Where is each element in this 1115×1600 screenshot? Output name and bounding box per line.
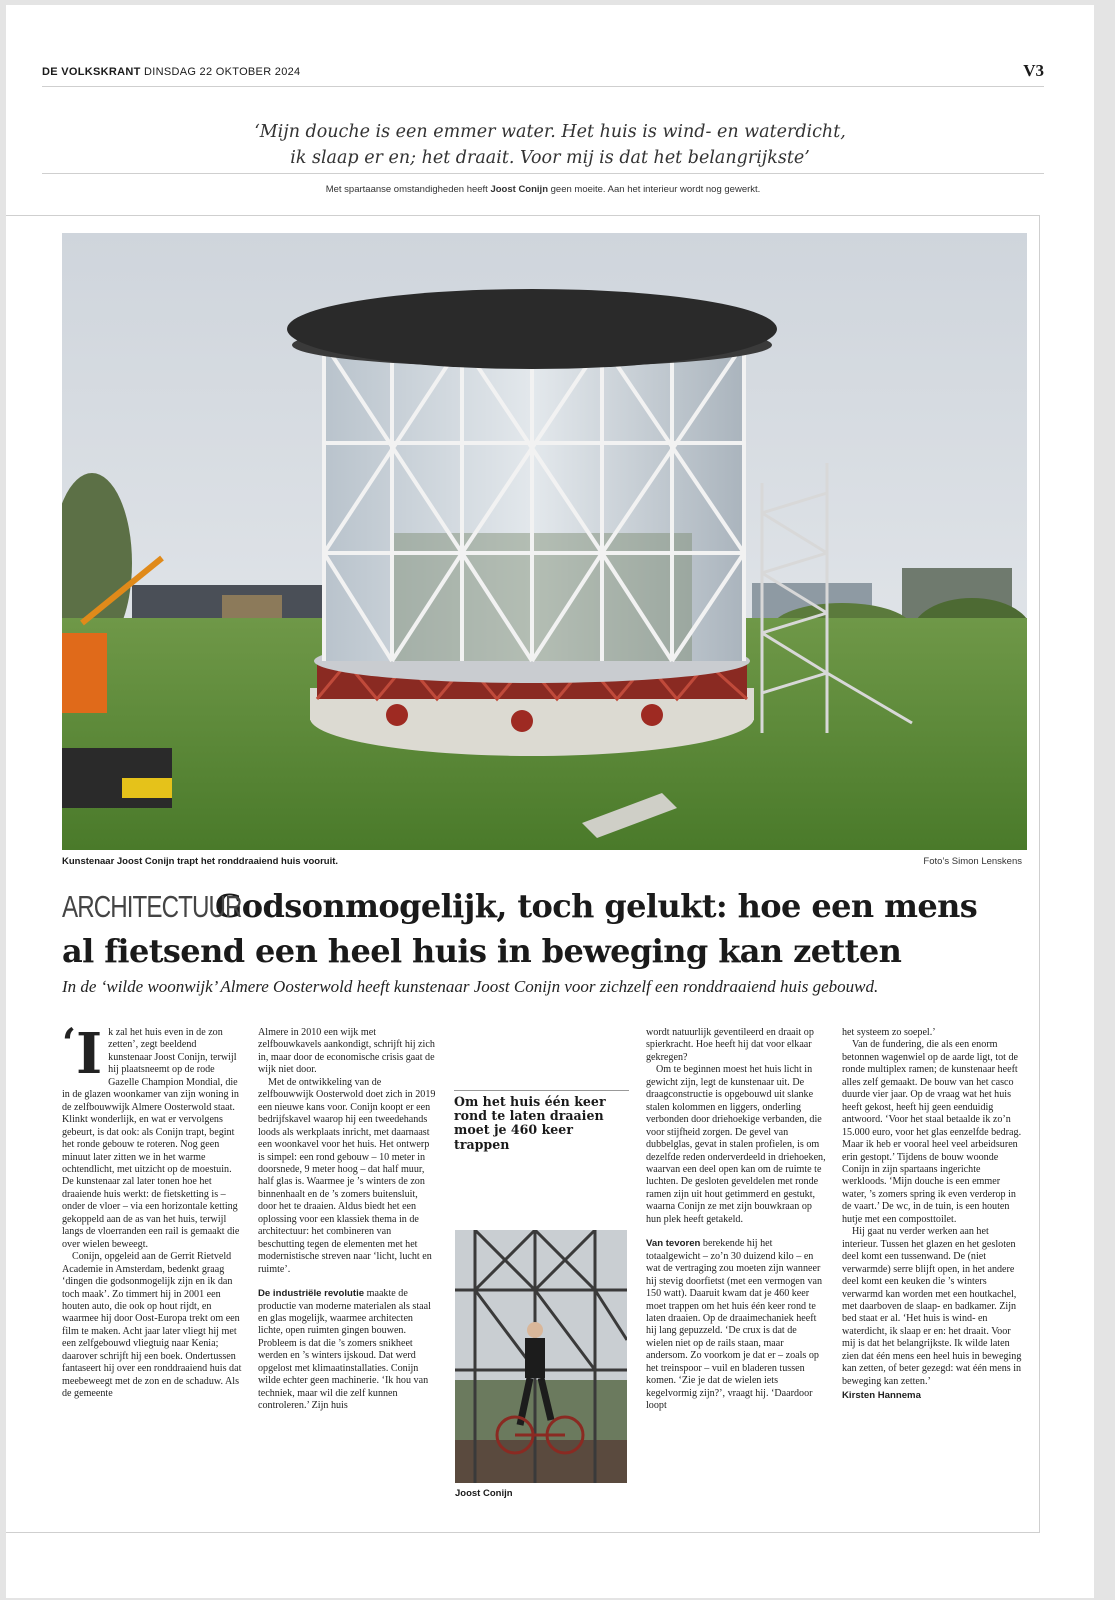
secondary-photo (455, 1230, 627, 1483)
article-paragraph: ‘I k zal het huis even in de zon zetten’, zegt beeldend kunstenaar Joost Conijn, terwijl hij plaatsneemt op de rode Gazelle Champion Mondial, die in de glazen woonkamer van zijn woning in de zelfbouwwijk Almere Oosterwold staat. Klinkt wonderlijk, en wat er vervolgens gebeurt, is dat ook: als Conijn trapt, begint het ronde gebouw te roteren. Nog geen minuut later zitten we in het warme ochtendlicht, met uitzicht op de moestuin. De kunstenaar zal later tonen hoe het draaiende huis werkt: de fietsketting is – onder de vloer – via een horizontale ketting gekoppeld aan de as van het huis, terwijl langs de vloerranden een rail is gemaakt die over wielen beweegt. (62, 1020, 240, 1250)
article-paragraph: De industriële revolutie maakte de productie van moderne materialen als staal en glas mogelijk, waarmee architecten lichte, open ruimten gingen bouwen. Probleem is dat die ’s zomers snikheet werden en ’s winters ijskoud. Dat werd opgelost met klimaatinstallaties. Conijn wilde echter geen machinerie. ‘Ik hou van techniek, maar wil die zelf kunnen controleren.’ Zijn huis (258, 1288, 431, 1412)
article-paragraph: Conijn, opgeleid aan de Gerrit Rietveld Academie in Amsterdam, bedenkt graag ‘dingen die godsonmogelijk zijn en ik dan toch maak’. Zo timmert hij in 2001 een houten auto, die ook op hout rijdt, en waarmee hij door Oost-Europa trekt om een film te maken. Acht jaar later vliegt hij met een zelfgebouwd vliegtuig naar Kenia; daarover schrijft hij een boek. Ondertussen fantaseert hij over een ronddraaiend huis dat meebeweegt met de zon en de schaduw. Als de gemeente (62, 1251, 242, 1400)
issue-date: DINSDAG 22 OKTOBER 2024 (143, 66, 301, 78)
headline-line-2: al fietsend een heel huis in beweging kan zetten (62, 932, 902, 970)
newspaper-name: DE VOLKSKRANT (42, 66, 141, 78)
quote-line-2: ik slaap er en; het draait. Voor mij is dat het belangrijkste’ (290, 148, 810, 168)
drop-cap: ‘I (62, 1020, 103, 1087)
article-paragraph: wordt natuurlijk geventileerd en draait op spierkracht. Hoe heeft hij dat voor elkaar gekregen? (646, 1027, 814, 1063)
article-paragraph: Om te beginnen moest het huis licht in gewicht zijn, legt de kunstenaar uit. De draagconstructie is opgebouwd uit slanke stalen kolommen en liggers, onderling verbonden door driehoekige verbanden, die voor stijfheid zorgen. De gevel van dubbelglas, gevat in stalen profielen, is om dezelfde reden onderverdeeld in driehoeken, waarvan een deel open kan om de ruimte te luchten. De gesloten geveldelen met ronde ramen zijn uit hout getimmerd en gestukt, waarna Conijn ze met zijn bouwkraan op hun plek heeft getakeld. (646, 1064, 826, 1225)
quote-caption-name: Joost Conijn (490, 184, 548, 195)
pull-quote: Om het huis één keer rond te laten draaien moet je 460 keer trappen (454, 1090, 629, 1152)
article-paragraph: Almere in 2010 een wijk met zelfbouwkavels aankondigt, schrijft hij zich in, maar door de economische crisis gaat de wijk niet door. (258, 1027, 435, 1076)
article-paragraph: Met de ontwikkeling van de zelfbouwwijk Oosterwold doet zich in 2019 een nieuwe kans voor. Conijn koopt er een bedrijfskavel waarop hij een tweedehands loods als werkplaats inricht, met daarnaast een woonkavel voor het huis. Het ontwerp is simpel: een rond gebouw – 10 meter in doorsnede, 9 meter hoog – dat half muur, half glas is. Waarmee je ’s winters de zon binnenhaalt en de ’s zomers buitensluit, door het te draaien. Aldus biedt het een oplossing voor een klassiek thema in de architectuur: het combineren van beschutting tegen de elementen met het modernistische streven naar ‘licht, lucht en ruimte’. (258, 1076, 436, 1275)
newspaper-page (6, 5, 1094, 1598)
secondary-photo-caption: Joost Conijn (455, 1488, 513, 1499)
rotating-house-illustration (62, 233, 1027, 850)
headline-line-1: Godsonmogelijk, toch gelukt: hoe een mens (215, 887, 978, 925)
quote-line-1: ‘Mijn douche is een emmer water. Het huis is wind- en waterdicht, (254, 122, 846, 142)
quote-caption (42, 184, 1044, 195)
masthead (42, 66, 300, 78)
article-author: Kirsten Hannema (842, 1390, 921, 1402)
article-paragraph: Hij gaat nu verder werken aan het interieur. Tussen het glazen en het gesloten deel komt een tussenwand. De (niet verwarmde) serre blijft open, in het andere deel komt een keuken die ’s winters verwarmd kan worden met een houtkachel, met daarboven de slaap- en badkamer. Zijn bed staat er al. ‘Het huis is wind- en waterdicht, ik slaap er en: het draait. Voor mij is dat het belangrijkste. Ik wilde laten zien dat één mens een heel huis in beweging kan zetten, of beter gezegd: wat één mens in beweging kan zetten.’ (842, 1226, 1022, 1387)
article-column-5 (842, 1027, 1024, 1403)
paragraph-lead: Van tevoren (646, 1238, 701, 1250)
page-number: V3 (1023, 61, 1044, 80)
main-photo (62, 233, 1027, 850)
quote-caption-pre: Met spartaanse omstandigheden heeft (325, 184, 491, 195)
quote-caption-post: geen moeite. Aan het interieur wordt nog gewerkt. (548, 184, 761, 195)
article-paragraph: Van de fundering, die als een enorm betonnen wagenwiel op de aarde ligt, tot de ronde multiplex ramen; de kunstenaar heeft alles zelf gemaakt. De bouw van het casco duurde vier jaar. Op de vraag wat het huis heeft gekost, heeft hij geen eenduidig antwoord. ‘Voor het staal betaalde ik zo’n 15.000 euro, voor het glas eenzelfde bedrag. Maar ik heb er vooral heel veel arbeidsuren erin gestopt.’ Tijdens de bouw woonde Conijn in zijn spartaans ingerichte werkloods. ‘Mijn douche is een emmer water, ’s zomers spring ik even verderop in de vaart.’ De wc, in de tuin, is een houten hutje met een composttoilet. (842, 1039, 1022, 1225)
article-intro: In de ‘wilde woonwijk’ Almere Oosterwold heeft kunstenaar Joost Conijn voor zichzelf een ronddraaiend huis gebouwd. (62, 977, 879, 996)
header-divider (42, 86, 1044, 87)
cyclist-portrait-illustration (455, 1230, 627, 1483)
photo-credit: Foto’s Simon Lenskens (923, 856, 1022, 867)
article-column-2 (258, 1027, 438, 1413)
article-column-4 (646, 1027, 826, 1413)
photo-caption: Kunstenaar Joost Conijn trapt het ronddraaiend huis vooruit. (62, 856, 339, 867)
featured-quote (86, 119, 1014, 171)
article-paragraph: Van tevoren berekende hij het totaalgewicht – zo’n 30 duizend kilo – en wat de vertraging zou moeten zijn wanneer hij stevig doorfietst (met een vermogen van 150 watt). Daaruit kwam dat je 460 keer moet trappen om het huis één keer rond te laten draaien. Op de draaimechaniek heeft hij lang gepuzzeld. ‘De crux is dat de wielen niet op de rails staan, maar andersom. Zo voorkom je dat er – zoals op het treinspoor – vuil en bladeren tussen komen. ‘Zie je dat de wielen iets kegelvormig zijn?’, vraagt hij. ‘Daardoor loopt (646, 1238, 823, 1412)
quote-divider (42, 173, 1044, 174)
article-paragraph: het systeem zo soepel.’ (842, 1027, 936, 1038)
paragraph-lead: De industriële revolutie (258, 1288, 365, 1300)
section-kicker: ARCHITECTUUR (62, 889, 242, 924)
article-headline (62, 884, 1042, 973)
article-column-1 (62, 1020, 242, 1401)
